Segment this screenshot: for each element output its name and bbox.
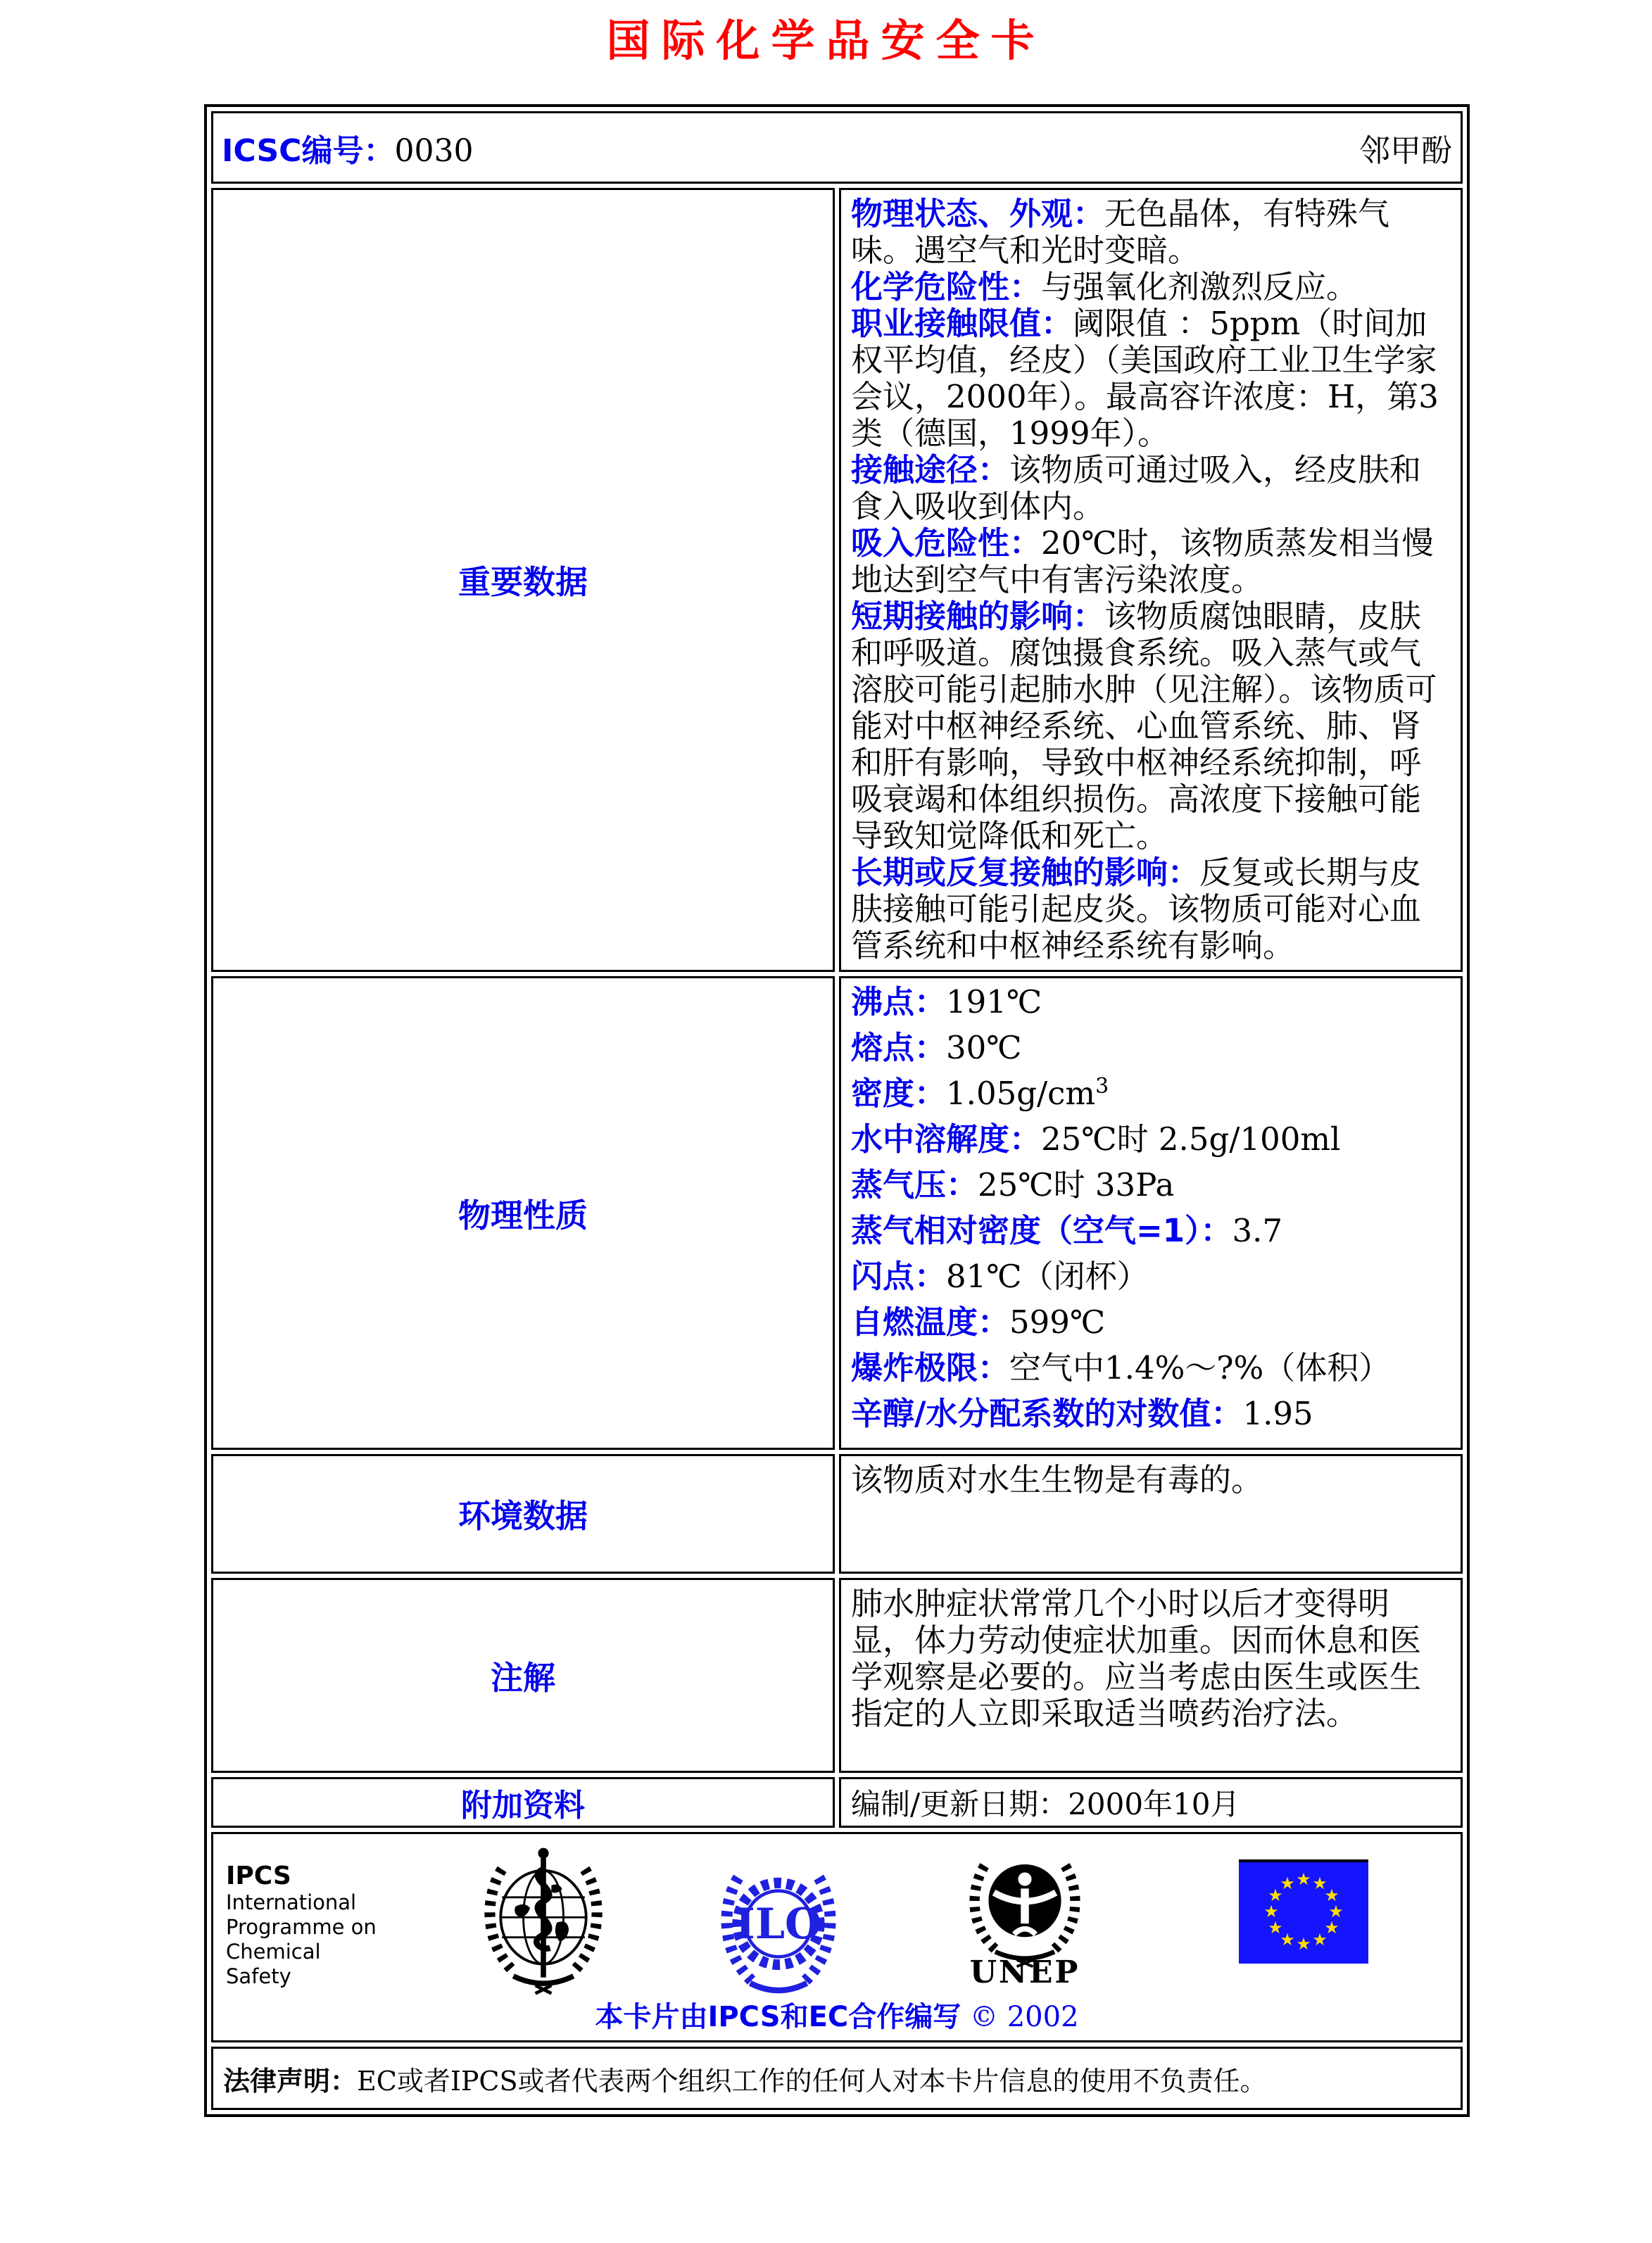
unep-letters: UNEP — [969, 1954, 1080, 1986]
header-row — [211, 111, 1463, 184]
legal-row — [211, 2047, 1463, 2110]
property-line: 蒸气相对密度（空气=1）：3.7 — [851, 1212, 1283, 1249]
chemical-name: 邻甲酚 — [1359, 132, 1452, 169]
property-line: 爆炸极限：空气中1.4%～?%（体积） — [851, 1349, 1391, 1386]
logos-row — [211, 1832, 1463, 2042]
section-label-important: 重要数据 — [211, 188, 835, 972]
notes-row — [211, 1578, 1463, 1773]
property-line: 自燃温度：599℃ — [851, 1303, 1106, 1341]
icsc-card-table — [204, 104, 1470, 2117]
svg-text:★: ★ — [1328, 1902, 1344, 1921]
legal-label: 法律声明： — [223, 2065, 358, 2097]
property-line: 辛醇/水分配系数的对数值：1.95 — [851, 1395, 1313, 1432]
section-label-additional: 附加资料 — [211, 1777, 835, 1828]
notes-content: 肺水肿症状常常几个小时以后才变得明显，体力劳动使症状加重。因而休息和医学观察是必要的。应当考虑由医生或医生指定的人立即采取适当喷药治疗法。 — [839, 1578, 1463, 1773]
credit-line — [220, 1995, 1454, 2035]
svg-text:★: ★ — [1324, 1918, 1339, 1938]
ipcs-block — [226, 1862, 386, 1989]
icsc-number-value: 0030 — [394, 132, 474, 169]
legal-text: EC或者IPCS或者代表两个组织工作的任何人对本卡片信息的使用不负责任。 — [357, 2065, 1267, 2097]
important-item: 化学危险性：与强氧化剂激烈反应。 — [851, 268, 1358, 305]
important-item: 吸入危险性：20℃时，该物质蒸发相当慢地达到空气中有害污染浓度。 — [851, 524, 1434, 598]
svg-text:★: ★ — [1296, 1934, 1311, 1954]
density-superscript: 3 — [1095, 1074, 1109, 1099]
unep-logo — [964, 1848, 1085, 1989]
important-data-row — [211, 188, 1463, 972]
property-line: 蒸气压：25℃时 33Pa — [851, 1166, 1175, 1203]
section-label-notes: 注解 — [211, 1578, 835, 1773]
svg-text:★: ★ — [1280, 1874, 1295, 1893]
section-label-environment: 环境数据 — [211, 1454, 835, 1574]
environmental-data-row — [211, 1454, 1463, 1574]
physical-properties-content — [839, 976, 1463, 1450]
environmental-data-content: 该物质对水生生物是有毒的。 — [839, 1454, 1463, 1574]
property-line: 沸点：191℃ — [851, 983, 1042, 1021]
ipcs-subtitle-line: Chemical Safety — [226, 1940, 321, 1988]
icsc-number — [222, 125, 473, 170]
property-line: 熔点：30℃ — [851, 1029, 1022, 1066]
important-item: 长期或反复接触的影响：反复或长期与皮肤接触可能引起皮炎。该物质可能对心血管系统和中枢神经系统有影响。 — [851, 854, 1422, 964]
important-item: 接触途径：该物质可通过吸入，经皮肤和食入吸收到体内。 — [851, 451, 1422, 525]
svg-text:★: ★ — [1296, 1869, 1311, 1889]
important-item: 物理状态、外观：无色晶体，有特殊气味。遇空气和光时变暗。 — [851, 195, 1390, 269]
eu-flag — [1239, 1859, 1368, 1966]
page-title: 国际化学品安全卡 — [606, 15, 1046, 66]
organization-logos — [220, 1840, 1454, 2004]
property-line: 水中溶解度：25℃时 2.5g/100ml — [851, 1120, 1341, 1158]
icsc-number-label: ICSC编号： — [222, 132, 395, 169]
svg-text:★: ★ — [1268, 1918, 1283, 1938]
section-label-physical: 物理性质 — [211, 976, 835, 1450]
svg-text:★: ★ — [1268, 1885, 1283, 1905]
credit-text: 本卡片由IPCS和EC合作编写 — [595, 2001, 961, 2033]
svg-text:★: ★ — [1280, 1930, 1295, 1950]
svg-text:★: ★ — [1312, 1874, 1328, 1893]
svg-text:★: ★ — [1263, 1902, 1279, 1921]
ipcs-subtitle-line: International — [226, 1890, 357, 1914]
important-item: 职业接触限值：阈限值 ：5ppm（时间加权平均值，经皮）（美国政府工业卫生学家会议，2000年）。最高容许浓度：H，第3类（德国，1999年）。 — [851, 305, 1439, 452]
property-line: 闪点：81℃（闭杯） — [851, 1258, 1149, 1295]
physical-properties-row — [211, 976, 1463, 1450]
credit-year: © 2002 — [970, 2001, 1079, 2033]
additional-info-row — [211, 1777, 1463, 1828]
who-logo — [477, 1843, 610, 2002]
property-line: 密度：$1.05g/cm^3$ — [851, 1074, 1109, 1112]
ipcs-title: IPCS — [226, 1862, 291, 1890]
svg-text:★: ★ — [1312, 1930, 1328, 1950]
important-item: 短期接触的影响：该物质腐蚀眼睛，皮肤和呼吸道。腐蚀摄食系统。吸入蒸气或气溶胶可能引起肺水肿（见注解）。该物质可能对中枢神经系统、心血管系统、肺、肾和肝有影响，导致中枢神经系统抑制，呼吸衰竭和体组织损伤。高浓度下接触可能导致知觉降低和死亡。 — [851, 598, 1437, 854]
additional-info-content: 编制/更新日期：2000年10月 — [839, 1777, 1463, 1828]
svg-text:★: ★ — [1324, 1885, 1339, 1905]
ipcs-subtitle-line: Programme on — [226, 1915, 377, 1939]
ilo-letters: ILO — [735, 1900, 822, 1950]
important-data-content — [839, 188, 1463, 972]
ilo-logo — [716, 1855, 841, 2004]
